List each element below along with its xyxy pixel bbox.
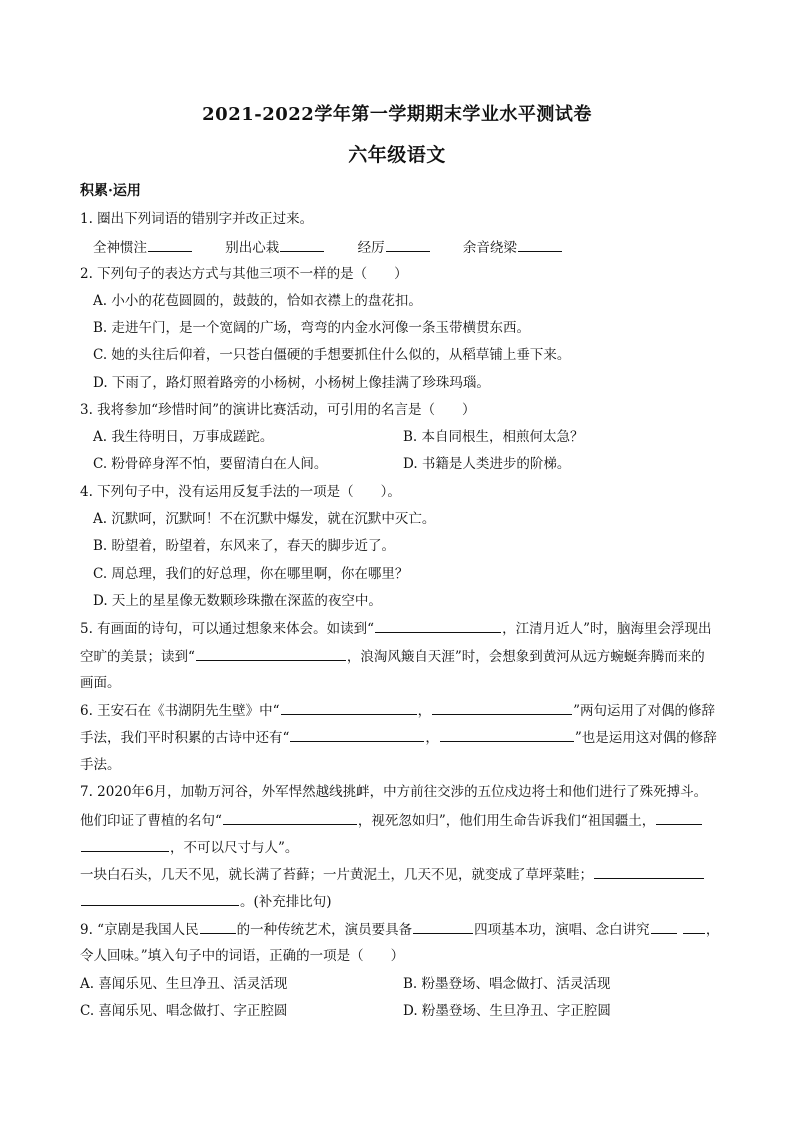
- question-9-option-b: B. 粉墨登场、唱念做打、活灵活现: [403, 976, 611, 992]
- question-4-stem: 4. 下列句子中，没有运用反复手法的一项是（ ）。: [80, 484, 401, 500]
- answer-blank: [594, 865, 704, 879]
- q9-text: ，: [705, 922, 720, 938]
- word-1: 全神惯注: [93, 240, 147, 256]
- answer-blank: [518, 238, 562, 252]
- question-2-option-d: D. 下雨了，路灯照着路旁的小杨树，小杨树上像挂满了珍珠玛瑙。: [93, 375, 490, 391]
- question-5-line-3: 画面。: [80, 675, 121, 691]
- question-3-option-a: A. 我生待明日，万事成蹉跎。: [93, 429, 274, 445]
- answer-blank: [413, 920, 473, 934]
- question-9-option-a: A. 喜闻乐见、生旦净丑、活灵活现: [80, 976, 288, 992]
- question-2-stem: 2. 下列句子的表达方式与其他三项不一样的是（ ）: [80, 266, 408, 282]
- question-9-line-1: [80, 920, 740, 938]
- answer-blank: [223, 811, 357, 825]
- answer-blank: [656, 811, 702, 825]
- answer-blank: [375, 619, 501, 633]
- q5-text: ，浪淘风簸自天涯”时，会想象到黄河从远方蜿蜒奔腾而来的: [346, 649, 705, 665]
- question-6-line-3: 手法。: [80, 757, 121, 773]
- q5-text: 空旷的美景；读到“: [80, 649, 195, 665]
- section-heading: 积累·运用: [80, 183, 141, 199]
- answer-blank: [200, 920, 236, 934]
- question-5-line-1: [80, 619, 740, 637]
- question-3-stem: 3. 我将参加“珍惜时间”的演讲比赛活动，可引用的名言是（ ）: [80, 402, 476, 418]
- question-3-option-c: C. 粉骨碎身浑不怕，要留清白在人间。: [93, 456, 328, 472]
- question-9-option-c: C. 喜闻乐见、唱念做打、字正腔圆: [80, 1003, 288, 1019]
- q7-text: 他们印证了曹植的名句“: [80, 813, 222, 829]
- q9-text: 9. “京剧是我国人民: [80, 922, 199, 938]
- question-7-line-2: [80, 811, 740, 829]
- answer-blank: [148, 238, 192, 252]
- q7-text: ，视死忽如归”，他们用生命告诉我们“祖国疆土，: [357, 813, 656, 829]
- question-1-stem: 1. 圈出下列词语的错别字并改正过来。: [80, 211, 314, 227]
- answer-blank: [281, 701, 417, 715]
- q5-text: 5. 有画面的诗句，可以通过想象来体会。如读到“: [80, 621, 375, 637]
- question-2-option-c: C. 她的头往后仰着，一只苍白僵硬的手想要抓住什么似的，从稻草铺上垂下来。: [93, 347, 571, 363]
- q6-text: 6. 王安石在《书湖阴先生壁》中“: [80, 703, 280, 719]
- exam-subtitle: 六年级语文: [348, 144, 446, 166]
- q6-text: ，: [425, 730, 439, 746]
- question-2-option-a: A. 小小的花苞圆圆的，鼓鼓的，恰如衣襟上的盘花扣。: [93, 293, 422, 309]
- question-9-line-2: 令人回味。”填入句子中的词语，正确的一项是（ ）: [80, 948, 405, 964]
- question-6-line-1: [80, 701, 740, 719]
- question-4-option-b: B. 盼望着，盼望着，东风来了，春天的脚步近了。: [93, 538, 396, 554]
- exam-title: 2021-2022学年第一学期期末学业水平测试卷: [202, 104, 592, 125]
- answer-blank: [280, 238, 324, 252]
- question-7-line-1: 7. 2020年6月，加勒万河谷，外军悍然越线挑衅，中方前往交涉的五位戍边将士和他们进行了殊死搏斗。: [80, 784, 708, 800]
- question-6-line-2: [80, 728, 740, 746]
- question-4-option-d: D. 天上的星星像无数颗珍珠撒在深蓝的夜空中。: [93, 593, 382, 609]
- question-1-words: [93, 238, 753, 256]
- question-7-line-3: [80, 838, 740, 856]
- question-3-option-b: B. 本自同根生，相煎何太急？: [403, 429, 584, 445]
- q6-text: 手法，我们平时积累的古诗中还有“: [80, 730, 290, 746]
- q6-text: ，: [417, 703, 432, 719]
- q6-text: ”两句运用了对偶的修辞: [573, 703, 715, 719]
- answer-blank: [432, 701, 572, 715]
- question-3-option-d: D. 书籍是人类进步的阶梯。: [403, 456, 571, 472]
- answer-blank: [386, 238, 430, 252]
- question-4-option-c: C. 周总理，我们的好总理，你在哪里啊，你在哪里？: [93, 566, 409, 582]
- q6-text: ”也是运用这对偶的修辞: [574, 730, 717, 746]
- question-8-line-2: [80, 892, 740, 910]
- answer-blank: [440, 728, 574, 742]
- question-8-line-1: [80, 865, 740, 883]
- q9-text: 四项基本功，演唱、念白讲究: [474, 922, 650, 938]
- question-2-option-b: B. 走进午门，是一个宽阔的广场，弯弯的内金水河像一条玉带横贯东西。: [93, 320, 531, 336]
- word-2: 别出心栽: [225, 240, 280, 256]
- answer-blank: [196, 647, 346, 661]
- word-3: 经厉: [357, 240, 385, 256]
- answer-blank: [81, 838, 169, 852]
- answer-blank: [290, 728, 424, 742]
- question-5-line-2: [80, 647, 740, 665]
- question-4-option-a: A. 沉默呵，沉默呵！不在沉默中爆发，就在沉默中灭亡。: [93, 511, 436, 527]
- answer-blank: [81, 892, 239, 906]
- word-4: 余音绕梁: [462, 240, 517, 256]
- answer-blank: [651, 920, 677, 934]
- q9-text: 的一种传统艺术，演员要具备: [236, 922, 413, 938]
- q8-text: 。(补充排比句): [240, 894, 332, 910]
- question-9-option-d: D. 粉墨登场、生旦净丑、字正腔圆: [403, 1003, 611, 1019]
- q8-text: 一块白石头，几天不见，就长满了苔藓；一片黄泥土，几天不见，就变成了草坪菜畦；: [80, 867, 593, 883]
- q7-text: ，不可以尺寸与人”。: [170, 840, 299, 856]
- answer-blank: [683, 920, 705, 934]
- q5-text: ，江清月近人”时，脑海里会浮现出: [502, 621, 712, 637]
